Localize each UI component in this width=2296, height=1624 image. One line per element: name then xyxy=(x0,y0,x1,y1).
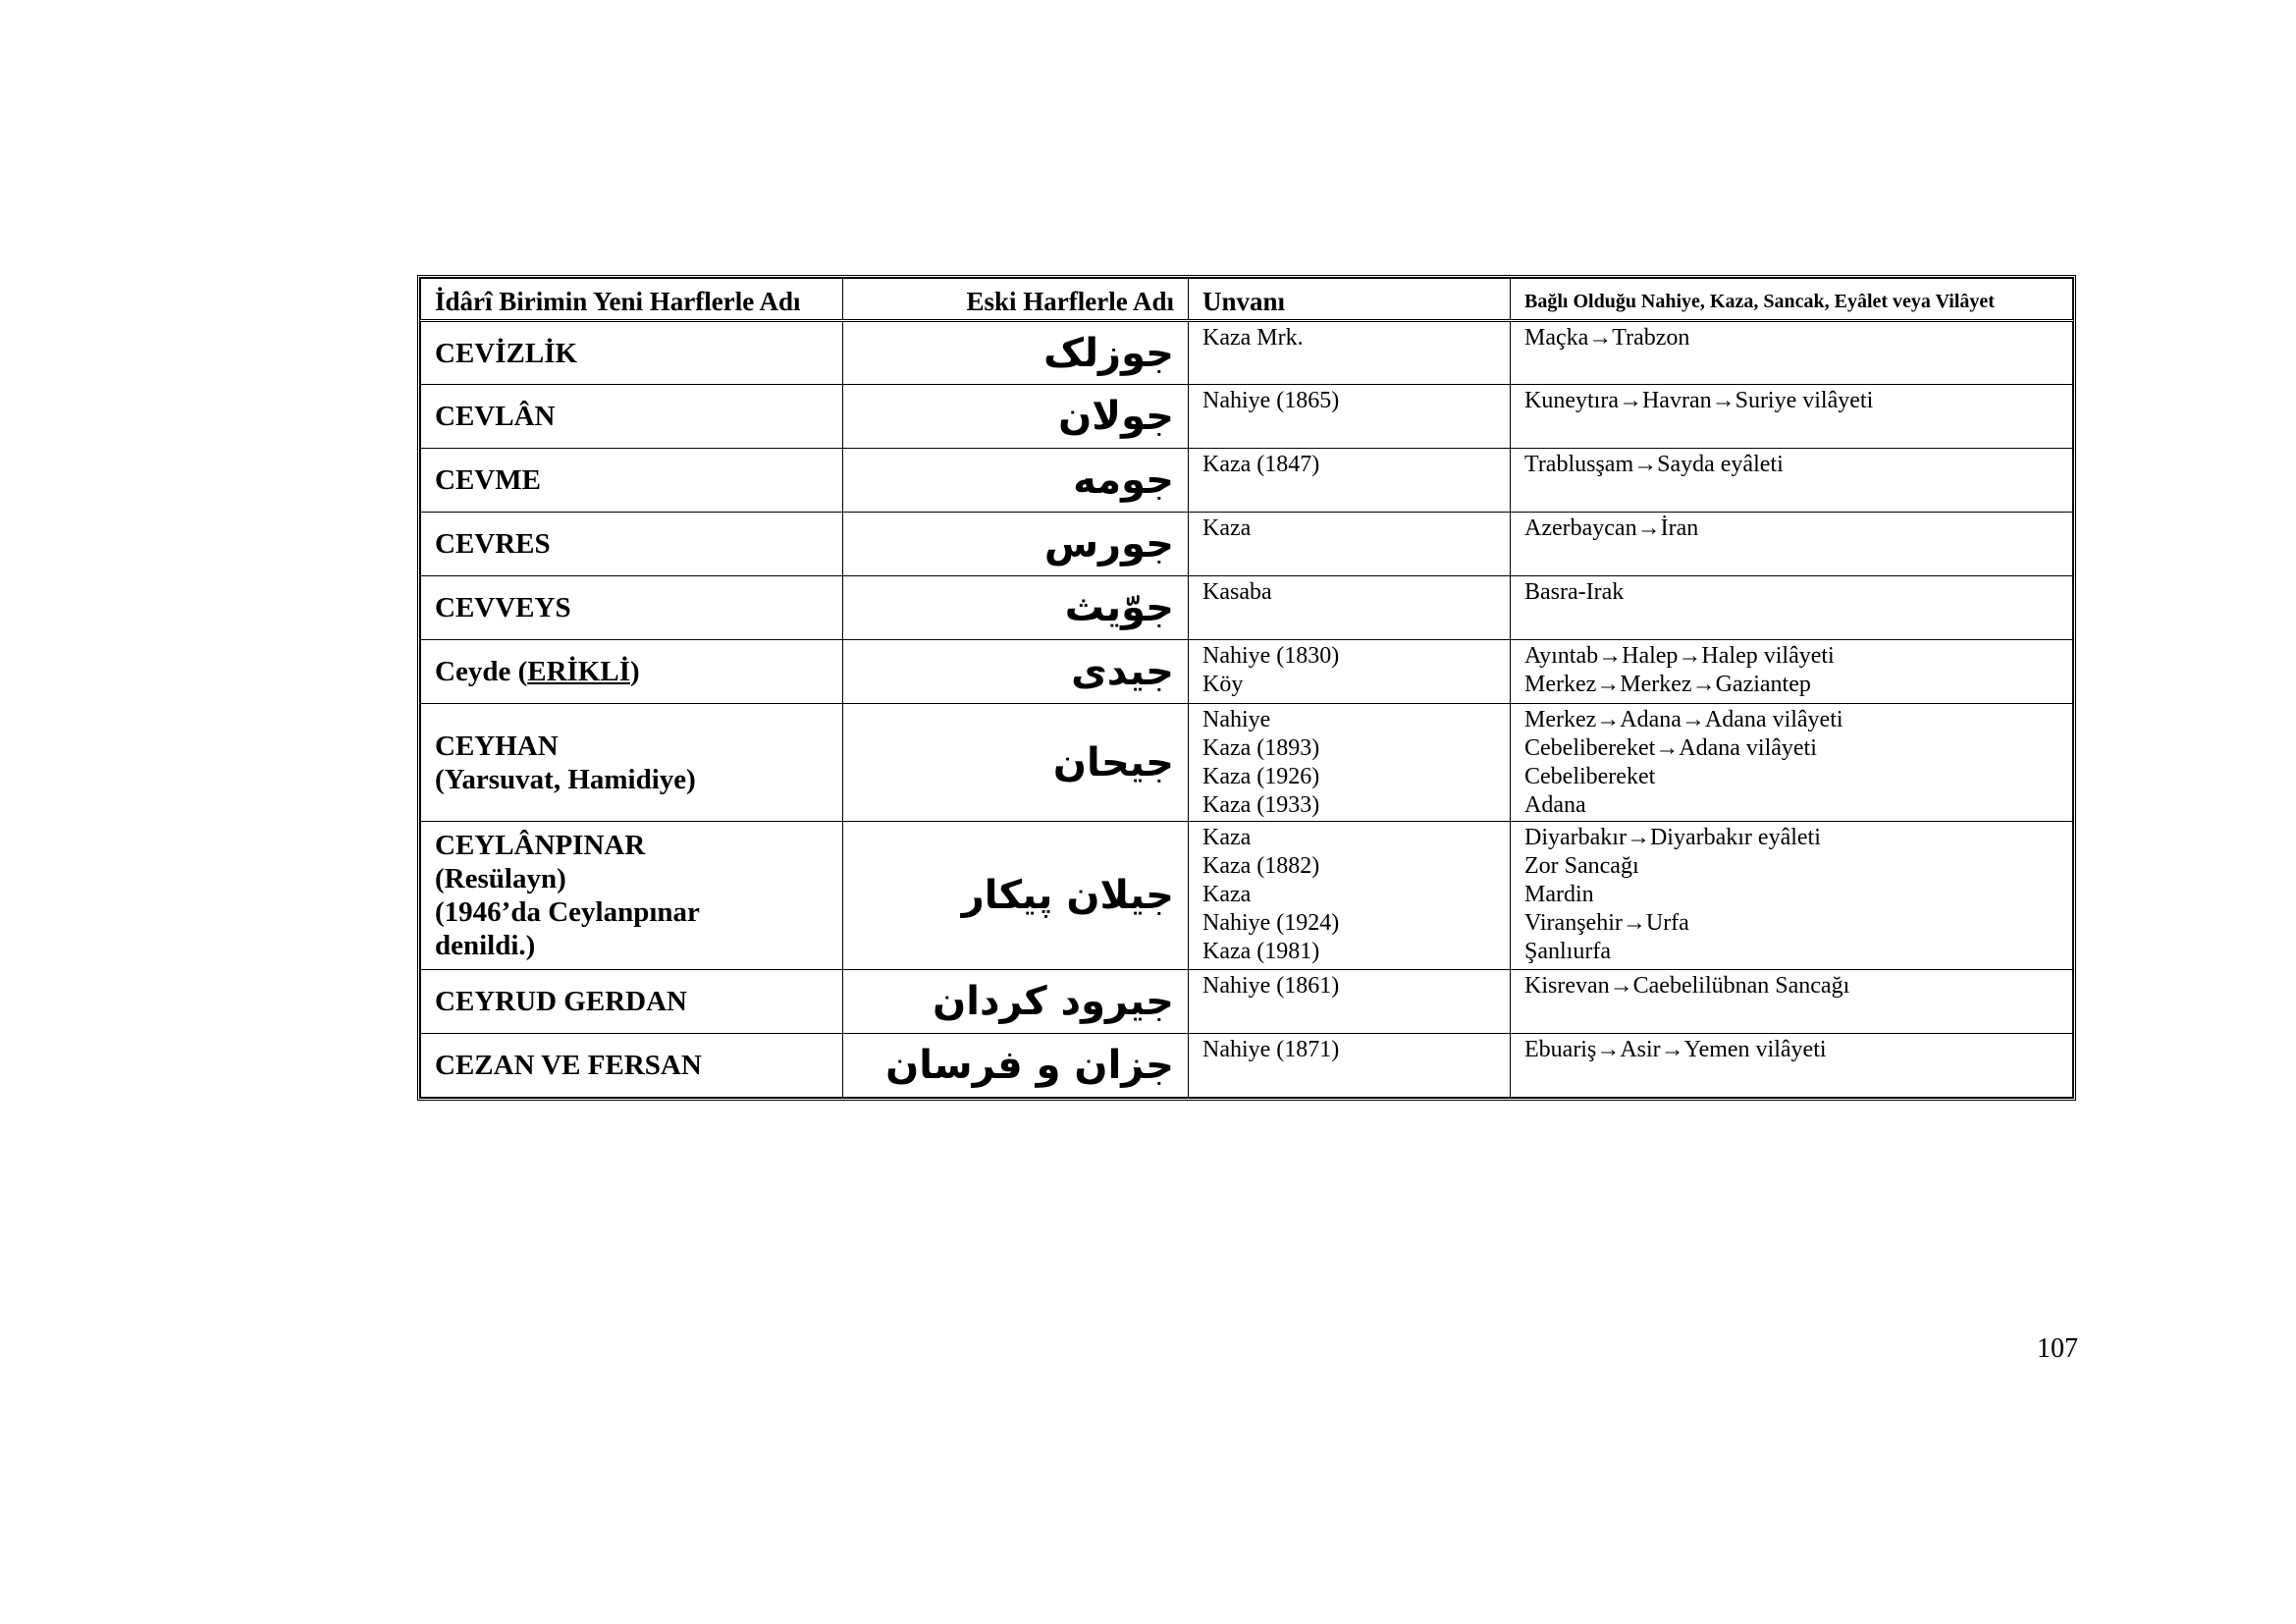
old-name-cell: جومه xyxy=(843,449,1189,513)
title-cell: Nahiye Kaza (1893) Kaza (1926) Kaza (1933) xyxy=(1189,704,1511,822)
old-name-cell: جيرود كردان xyxy=(843,970,1189,1034)
new-name-cell: CEVRES xyxy=(421,513,843,576)
new-name-cell: CEZAN VE FERSAN xyxy=(421,1034,843,1098)
new-name-cell: CEYLÂNPINAR (Resülayn) (1946’da Ceylanpınar denildi.) xyxy=(421,822,843,970)
new-name-cell: CEYHAN (Yarsuvat, Hamidiye) xyxy=(421,704,843,822)
affiliation-cell: Diyarbakır→Diyarbakır eyâleti Zor Sancağı Mardin Viranşehir→Urfa Şanlıurfa xyxy=(1511,822,2073,970)
new-name-cell: CEVLÂN xyxy=(421,385,843,449)
place-names-table-frame xyxy=(417,275,2076,1101)
affiliation-cell: Maçka→Trabzon xyxy=(1511,321,2073,385)
affiliation-cell: Ayıntab→Halep→Halep vilâyeti Merkez→Merkez→Gaziantep xyxy=(1511,640,2073,704)
affiliation-cell: Kuneytıra→Havran→Suriye vilâyeti xyxy=(1511,385,2073,449)
old-name-cell: جورس xyxy=(843,513,1189,576)
title-cell: Nahiye (1871) xyxy=(1189,1034,1511,1098)
new-name-cell: CEVVEYS xyxy=(421,576,843,640)
cross-reference-link: ERİKLİ xyxy=(527,656,630,687)
header-new-name: İdârî Birimin Yeni Harflerle Adı xyxy=(421,279,843,321)
table-row xyxy=(421,1034,2073,1098)
place-names-table xyxy=(420,278,2073,1098)
title-cell: Kasaba xyxy=(1189,576,1511,640)
affiliation-cell: Ebuariş→Asir→Yemen vilâyeti xyxy=(1511,1034,2073,1098)
table-row xyxy=(421,822,2073,970)
old-name-cell: جوزلک xyxy=(843,321,1189,385)
title-cell: Nahiye (1865) xyxy=(1189,385,1511,449)
header-affiliation: Bağlı Olduğu Nahiye, Kaza, Sancak, Eyâlet veya Vilâyet xyxy=(1511,279,2073,321)
table-row xyxy=(421,704,2073,822)
old-name-cell: جيدى xyxy=(843,640,1189,704)
affiliation-cell: Azerbaycan→İran xyxy=(1511,513,2073,576)
old-name-cell: جولان xyxy=(843,385,1189,449)
page-number: 107 xyxy=(2037,1333,2078,1364)
new-name-cell: CEVME xyxy=(421,449,843,513)
old-name-cell: جزان و فرسان xyxy=(843,1034,1189,1098)
header-old-name: Eski Harflerle Adı xyxy=(843,279,1189,321)
table-row xyxy=(421,513,2073,576)
affiliation-cell: Kisrevan→Caebelilübnan Sancağı xyxy=(1511,970,2073,1034)
table-row xyxy=(421,640,2073,704)
old-name-cell: جيحان xyxy=(843,704,1189,822)
affiliation-cell: Merkez→Adana→Adana vilâyeti Cebelibereket→Adana vilâyeti Cebelibereket Adana xyxy=(1511,704,2073,822)
affiliation-cell: Basra-Irak xyxy=(1511,576,2073,640)
table-row xyxy=(421,385,2073,449)
table-row xyxy=(421,321,2073,385)
title-cell: Kaza xyxy=(1189,513,1511,576)
new-name-cell: CEYRUD GERDAN xyxy=(421,970,843,1034)
header-title: Unvanı xyxy=(1189,279,1511,321)
new-name-cell: CEVİZLİK xyxy=(421,321,843,385)
new-name-cell: Ceyde (ERİKLİ) xyxy=(421,640,843,704)
table-row xyxy=(421,970,2073,1034)
table-row xyxy=(421,449,2073,513)
table-header-row xyxy=(421,279,2073,321)
title-cell: Kaza Mrk. xyxy=(1189,321,1511,385)
title-cell: Nahiye (1830) Köy xyxy=(1189,640,1511,704)
old-name-cell: جوّيث xyxy=(843,576,1189,640)
affiliation-cell: Trablusşam→Sayda eyâleti xyxy=(1511,449,2073,513)
title-cell: Nahiye (1861) xyxy=(1189,970,1511,1034)
title-cell: Kaza Kaza (1882) Kaza Nahiye (1924) Kaza (1981) xyxy=(1189,822,1511,970)
title-cell: Kaza (1847) xyxy=(1189,449,1511,513)
table-row xyxy=(421,576,2073,640)
old-name-cell: جيلان پيكار xyxy=(843,822,1189,970)
